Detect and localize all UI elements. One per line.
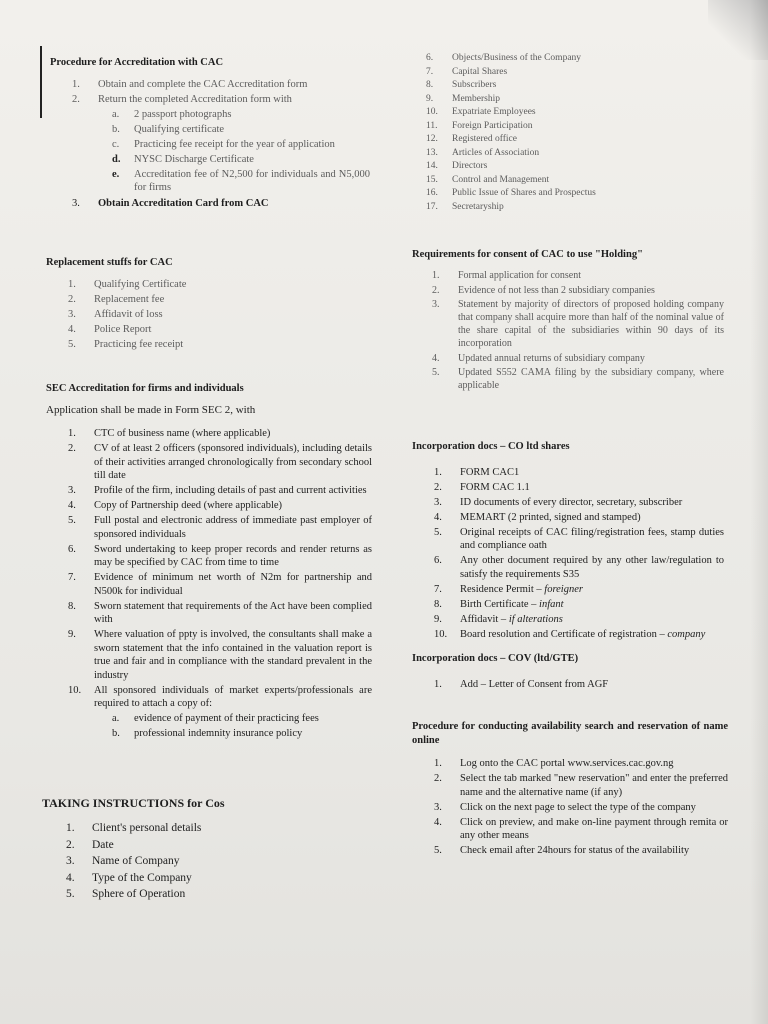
replacement-list bbox=[68, 278, 376, 352]
incorp-ltd-section bbox=[412, 440, 724, 643]
list-item: 5. Original receipts of CAC filing/registration fees, stamp duties and compliance oath bbox=[434, 526, 724, 551]
sec-sublist bbox=[112, 712, 372, 741]
list-item: 11. Foreign Participation bbox=[426, 120, 533, 131]
list-item: 4. Click on preview, and make on-line payment through remita or any other means bbox=[434, 816, 728, 841]
list-item: 2. Return the completed Accreditation form with bbox=[72, 93, 292, 105]
list-item: 8. Sworn statement that requirements of the Act have been complied with bbox=[68, 600, 372, 625]
accreditation-sublist bbox=[112, 108, 370, 195]
page-edge-shadow bbox=[750, 0, 768, 1024]
holding-section bbox=[412, 248, 724, 394]
list-item: 5. Check email after 24hours for status of the availability bbox=[434, 845, 690, 856]
list-item: 2. Select the tab marked "new reservation" and enter the preferred name and the alternative name (if any) bbox=[434, 773, 728, 798]
list-item: 10. All sponsored individuals of market experts/professionals are required to attach a copy of: bbox=[68, 684, 372, 709]
list-item: a. 2 passport photographs bbox=[112, 108, 232, 120]
list-item: 1. Log onto the CAC portal www.services.cac.gov.ng bbox=[434, 758, 674, 769]
list-item: 4. Copy of Partnership deed (where applicable) bbox=[68, 500, 283, 511]
list-item: 12. Registered office bbox=[426, 134, 517, 144]
taking-section bbox=[42, 796, 362, 904]
accreditation-section bbox=[50, 56, 380, 212]
list-item: b. Qualifying certificate bbox=[112, 123, 225, 135]
list-item: 2. Evidence of not less than 2 subsidiary companies bbox=[432, 284, 655, 296]
list-item: 8. Birth Certificate – infant bbox=[434, 598, 564, 610]
incorp-ltd-heading: Incorporation docs – CO ltd shares bbox=[412, 441, 570, 452]
list-item: 15. Control and Management bbox=[426, 174, 550, 185]
incorp-ltd-list bbox=[434, 466, 724, 642]
list-item: 9. Membership bbox=[426, 93, 501, 104]
holding-list bbox=[432, 269, 724, 392]
accreditation-heading: Procedure for Accreditation with CAC bbox=[50, 57, 224, 68]
list-item: 6. Objects/Business of the Company bbox=[426, 53, 582, 63]
list-item: 3. Affidavit of loss bbox=[68, 308, 163, 320]
list-item: 4. Updated annual returns of subsidiary company bbox=[432, 352, 645, 364]
taking-list bbox=[66, 821, 362, 902]
list-item: 1. Formal application for consent bbox=[432, 270, 582, 281]
list-item: 3. Obtain Accreditation Card from CAC bbox=[72, 197, 269, 209]
sec-intro: Application shall be made in Form SEC 2, with bbox=[46, 403, 256, 416]
list-item: 4. Police Report bbox=[68, 323, 152, 335]
list-item: 2. Replacement fee bbox=[68, 293, 165, 305]
list-item: 1. Qualifying Certificate bbox=[68, 278, 187, 290]
list-item: 2. FORM CAC 1.1 bbox=[434, 481, 530, 493]
list-item: 6. Sword undertaking to keep proper records and render returns as may be specified by CAC from time to time bbox=[68, 543, 372, 568]
list-item: 6. Any other document required by any other law/regulation to satisfy the requirements S35 bbox=[434, 555, 724, 580]
sec-list bbox=[68, 427, 372, 711]
list-item: 16. Public Issue of Shares and Prospectus bbox=[426, 188, 596, 198]
margin-bracket-mark bbox=[40, 46, 42, 118]
list-item: d. NYSC Discharge Certificate bbox=[112, 153, 254, 165]
objects-list bbox=[426, 52, 716, 213]
replacement-heading: Replacement stuffs for CAC bbox=[46, 257, 173, 268]
list-item: 1. FORM CAC1 bbox=[434, 466, 520, 478]
list-item: 1. Obtain and complete the CAC Accreditation form bbox=[72, 78, 308, 90]
list-item: c. Practicing fee receipt for the year of application bbox=[112, 138, 335, 150]
list-item: 9. Where valuation of ppty is involved, the consultants shall make a sworn statement that the info contained in the valuation report is true and fair and in compliance with the standard prevalent in the industry bbox=[68, 629, 372, 681]
list-item: 14. Directors bbox=[426, 161, 488, 171]
incorp-cov-section bbox=[412, 652, 724, 693]
sec-section bbox=[46, 382, 372, 742]
procedure-list bbox=[434, 757, 728, 858]
list-item: 7. Capital Shares bbox=[426, 66, 508, 77]
list-item: 3. Profile of the firm, including details of past and current activities bbox=[68, 485, 367, 496]
list-item: 1. CTC of business name (where applicable) bbox=[68, 428, 271, 439]
accreditation-list bbox=[72, 78, 380, 107]
list-item: 1. Add – Letter of Consent from AGF bbox=[434, 678, 609, 690]
list-item: 13. Articles of Association bbox=[426, 147, 540, 158]
objects-section bbox=[426, 52, 716, 214]
list-item: 5. Full postal and electronic address of immediate past employer of sponsored individuals bbox=[68, 515, 372, 540]
sec-heading: SEC Accreditation for firms and individuals bbox=[46, 383, 244, 394]
list-item: 10. Expatriate Employees bbox=[426, 107, 536, 117]
incorp-cov-heading: Incorporation docs – COV (ltd/GTE) bbox=[412, 653, 579, 664]
list-item: 3. ID documents of every director, secretary, subscriber bbox=[434, 496, 683, 508]
incorp-cov-list bbox=[434, 678, 724, 692]
list-item: 5. Sphere of Operation bbox=[66, 888, 186, 900]
list-item: 5. Updated S552 CAMA filing by the subsidiary company, where applicable bbox=[432, 367, 724, 391]
list-item: 9. Affidavit – if alterations bbox=[434, 613, 563, 625]
list-item: 4. Type of the Company bbox=[66, 871, 192, 884]
list-item: 2. CV of at least 2 officers (sponsored individuals), including details of their activities arranged chronologically from secondary school till date bbox=[68, 443, 372, 481]
taking-heading: TAKING INSTRUCTIONS for Cos bbox=[42, 796, 225, 810]
list-item: 3. Statement by majority of directors of proposed holding company that company shall acquire more than half of the nominal value of the share capital of the subsidiaries within 90 days of its incorporation bbox=[432, 299, 724, 349]
replacement-section bbox=[46, 256, 376, 353]
list-item: 17. Secretaryship bbox=[426, 201, 504, 212]
list-item: 2. Date bbox=[66, 838, 114, 851]
procedure-heading: Procedure for conducting availability search and reservation of name online bbox=[412, 721, 728, 746]
list-item: e. Accreditation fee of N2,500 for individuals and N5,000 for firms bbox=[112, 168, 370, 193]
list-item: 7. Residence Permit – foreigner bbox=[434, 583, 583, 595]
list-item: 10. Board resolution and Certificate of registration – company bbox=[434, 628, 706, 640]
list-item: 5. Practicing fee receipt bbox=[68, 338, 184, 350]
list-item: a. evidence of payment of their practicing fees bbox=[112, 713, 319, 724]
list-item: 4. MEMART (2 printed, signed and stamped) bbox=[434, 511, 641, 523]
list-item: 8. Subscribers bbox=[426, 80, 497, 90]
list-item: 1. Client's personal details bbox=[66, 822, 202, 834]
list-item: 3. Name of Company bbox=[66, 855, 180, 867]
procedure-section bbox=[412, 720, 728, 859]
list-item: 7. Evidence of minimum net worth of N2m for partnership and N500k for individual bbox=[68, 572, 372, 597]
list-item: b. professional indemnity insurance policy bbox=[112, 728, 303, 739]
holding-heading: Requirements for consent of CAC to use "Holding" bbox=[412, 249, 643, 260]
list-item: 3. Click on the next page to select the type of the company bbox=[434, 801, 696, 813]
accreditation-list-end bbox=[72, 197, 380, 211]
